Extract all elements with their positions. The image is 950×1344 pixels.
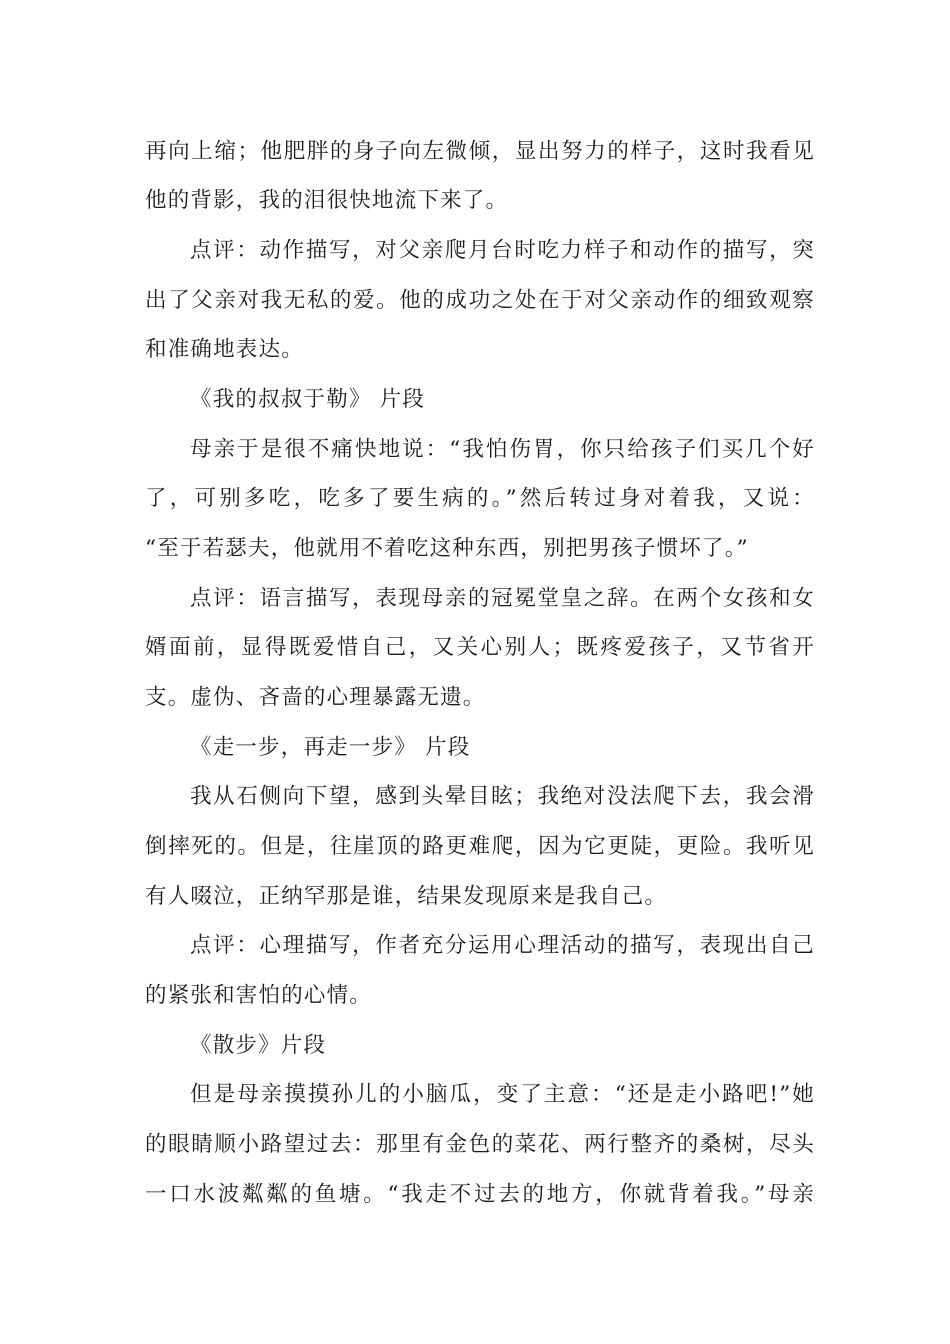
text-line: 再向上缩；他肥胖的身子向左微倾，显出努力的样子，这时我看见: [145, 139, 815, 164]
text-line: 一口水波粼粼的鱼塘。“我走不过去的地方，你就背着我。”母亲: [145, 1182, 815, 1207]
text-line: 有人啜泣，正纳罕那是谁，结果发现原来是我自己。: [145, 884, 668, 909]
text-line: 的眼睛顺小路望过去：那里有金色的菜花、两行整齐的桑树，尽头: [145, 1132, 815, 1157]
text-line: 母亲于是很不痛快地说：“我怕伤胃，你只给孩子们买几个好: [190, 437, 815, 462]
text-line: 出了父亲对我无私的爱。他的成功之处在于对父亲动作的细致观察: [145, 288, 815, 313]
section-heading: 《走一步，再走一步》 片段: [190, 735, 471, 760]
text-line: 和准确地表达。: [145, 337, 304, 362]
section-heading: 《散步》片段: [190, 1033, 327, 1058]
text-line: 我从石侧向下望，感到头晕目眩；我绝对没法爬下去，我会滑: [190, 784, 815, 809]
section-heading: 《我的叔叔于勒》 片段: [190, 387, 426, 412]
text-line: “至于若瑟夫，他就用不着吃这种东西，别把男孩子惯坏了。”: [145, 536, 749, 561]
text-line: 婿面前，显得既爱惜自己，又关心别人；既疼爱孩子，又节省开: [145, 635, 815, 660]
text-line: 点评：语言描写，表现母亲的冠冕堂皇之辞。在两个女孩和女: [190, 586, 815, 611]
text-line: 支。虚伪、吝啬的心理暴露无遗。: [145, 685, 486, 710]
text-line: 但是母亲摸摸孙儿的小脑瓜，变了主意：“还是走小路吧!”她: [190, 1082, 815, 1107]
text-line: 点评：心理描写，作者充分运用心理活动的描写，表现出自己: [190, 933, 815, 958]
text-line: 了，可别多吃，吃多了要生病的。”然后转过身对着我，又说：: [145, 486, 815, 511]
text-line: 的紧张和害怕的心情。: [145, 983, 373, 1008]
text-line: 倒摔死的。但是，往崖顶的路更难爬，因为它更陡，更险。我听见: [145, 834, 815, 859]
text-line: 他的背影，我的泪很快地流下来了。: [145, 188, 509, 213]
text-line: 点评：动作描写，对父亲爬月台时吃力样子和动作的描写，突: [190, 238, 815, 263]
